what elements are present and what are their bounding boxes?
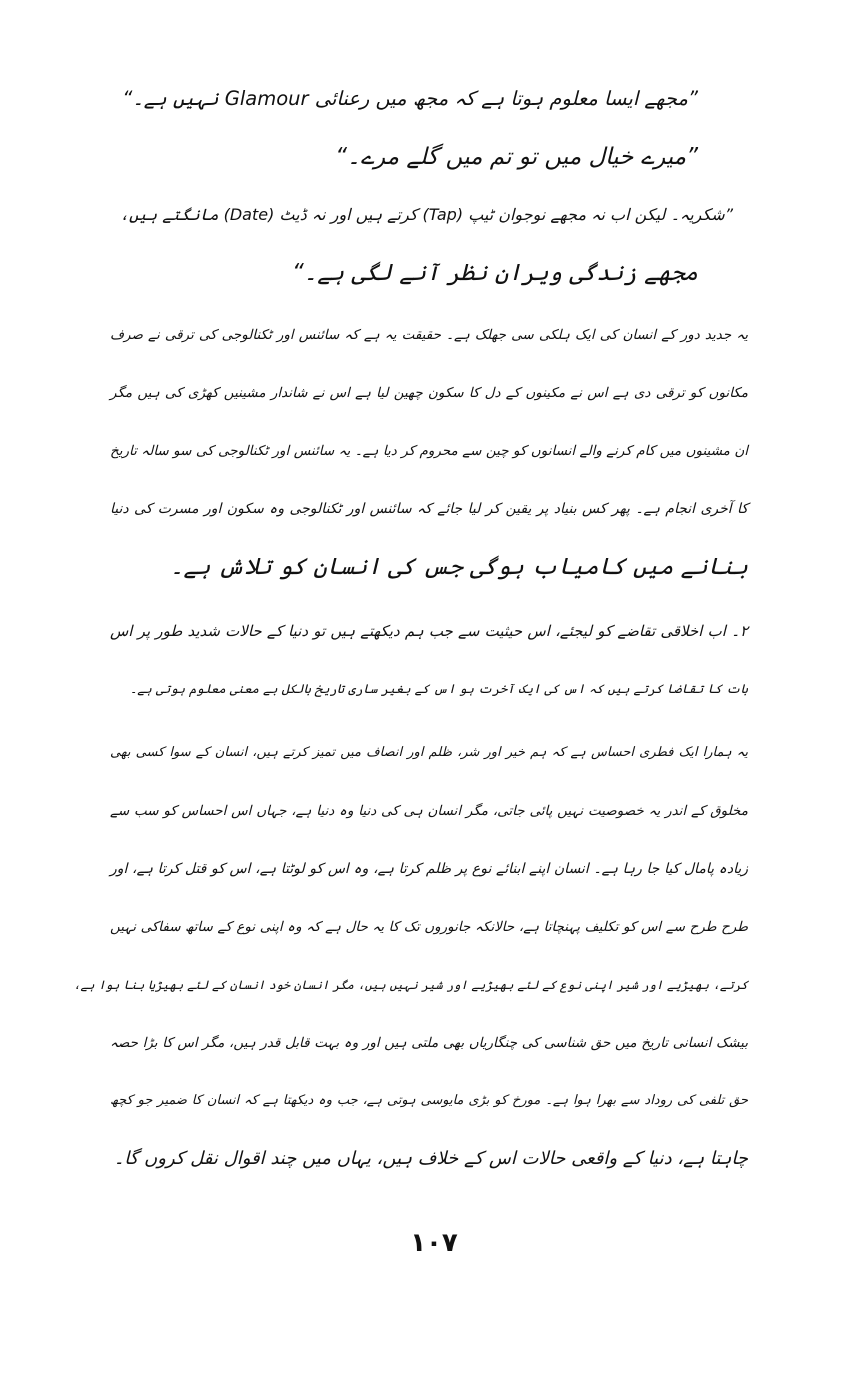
paragraph-line: مکانوں کو ترقی دی ہے اس نے مکینوں کے دل کا سکون چھین لیا ہے اس نے شاندار مشینیں کھڑی کی ہیں مگر	[110, 385, 748, 401]
paragraph-line: یہ ہمارا ایک فطری احساس ہے کہ ہم خیر اور شر، ظلم اور انصاف میں تمیز کرتے ہیں، انسان کے سوا کسی بھی	[110, 745, 748, 760]
quote-line: ”شکریہ۔ لیکن اب نہ مجھے نوجوان ٹیپ (Tap) کرتے ہیں اور نہ ڈیٹ (Date) مانگتے ہیں،	[119, 205, 733, 224]
quote-line: ”مجھے ایسا معلوم ہوتا ہے کہ مجھ میں رعنائی Glamour نہیں ہے۔“	[122, 87, 698, 110]
paragraph-line: ان مشینوں میں کام کرنے والے انسانوں کو چین سے محروم کر دیا ہے۔ یہ سائنس اور ٹکنالوجی کی سو سالہ تاریخ	[110, 443, 748, 459]
quote-line: مجھے زندگی ویران نظر آنے لگی ہے۔“	[291, 260, 698, 286]
quote-line: ”میرے خیال میں تو تم میں گلے مرے۔“	[335, 144, 698, 170]
paragraph-line: بنانے میں کامیاب ہوگی جس کی انسان کو تلاش ہے۔	[170, 554, 748, 580]
paragraph-line: ۲۔ اب اخلاقی تقاضے کو لیجئے، اس حیثیت سے جب ہم دیکھتے ہیں تو دنیا کے حالات شدید طور پر اس	[110, 622, 748, 640]
paragraph-line: بات کا تقاضا کرتے ہیں کہ اس کی ایک آخرت ہو اس کے بغیر ساری تاریخ بالکل بے معنی معلوم ہوتی ہے۔	[129, 681, 748, 696]
paragraph-line: مخلوق کے اندر یہ خصوصیت نہیں پائی جاتی، مگر انسان ہی کی دنیا وہ دنیا ہے، جہاں اس احساس کو سب سے	[110, 803, 748, 819]
paragraph-line: کا آخری انجام ہے۔ پھر کس بنیاد پر یقین کر لیا جائے کہ سائنس اور ٹکنالوجی وہ سکون اور مسرت کی دنیا	[110, 501, 748, 517]
paragraph-line: حق تلفی کی روداد سے بھرا ہوا ہے۔ مورخ کو بڑی مایوسی ہوتی ہے، جب وہ دیکھتا ہے کہ انسان کا ضمیر جو کچھ	[110, 1093, 748, 1108]
paragraph-line: زیادہ پامال کیا جا رہا ہے۔ انسان اپنے ابنائے نوع پر ظلم کرتا ہے، وہ اس کو لوٹتا ہے، اس کو قتل کرتا ہے، اور	[110, 861, 748, 877]
page-number: ۱۰۷	[410, 1228, 458, 1258]
paragraph-line: چاہتا ہے، دنیا کے واقعی حالات اس کے خلاف ہیں، یہاں میں چند اقوال نقل کروں گا۔	[113, 1148, 748, 1169]
paragraph-line: بیشک انسانی تاریخ میں حق شناسی کی چنگاریاں بھی ملتی ہیں اور وہ بہت قابل قدر ہیں، مگر اس کا بڑا حصہ	[110, 1035, 748, 1051]
paragraph-line: طرح طرح سے اس کو تکلیف پہنچاتا ہے، حالانکہ جانوروں تک کا یہ حال ہے کہ وہ اپنی نوع کے ساتھ سفاکی نہیں	[110, 919, 748, 935]
paragraph-line: یہ جدید دور کے انسان کی ایک ہلکی سی جھلک ہے۔ حقیقت یہ ہے کہ سائنس اور ٹکنالوجی کی ترقی نے صرف	[110, 327, 748, 343]
paragraph-line: کرتے، بھیڑیے اور شیر اپنی نوع کے لئے بھیڑیے اور شیر نہیں ہیں، مگر انسان خود انسان کے لئے بھیڑیا بنا ہوا ہے،	[73, 978, 748, 992]
